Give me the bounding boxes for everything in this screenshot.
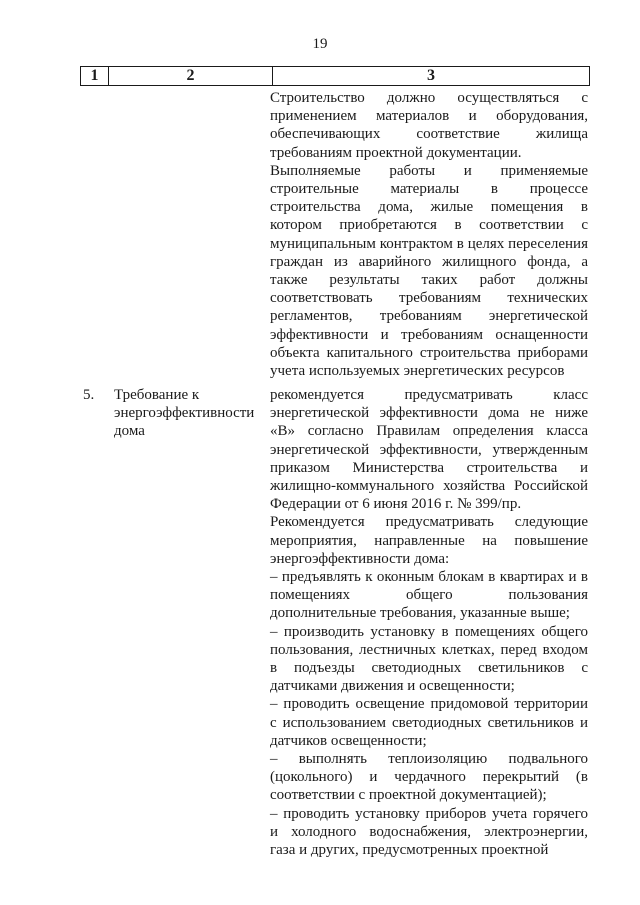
row-5-name: Требование к энергоэффективности дома	[114, 387, 255, 440]
column-header-3: 3	[273, 67, 590, 86]
column-header-1: 1	[81, 67, 109, 86]
row-5-description	[270, 386, 588, 859]
paragraph: – выполнять теплоизоляцию подвального (цокольного) и чердачного перекрытий (в соответствии с проектной документацией);	[270, 751, 588, 804]
paragraph: Строительство должно осуществляться с применением материалов и оборудования, обеспечивающих соответствие жилища требованиям проектной документации.	[270, 90, 588, 161]
paragraph: – производить установку в помещениях общего пользования, лестничных клетках, перед входом в подъезды светодиодных светильников с датчиками движения и освещенности;	[270, 623, 588, 695]
table-header	[80, 66, 590, 86]
paragraph: – проводить установку приборов учета горячего и холодного водоснабжения, электроэнергии, газа и других, предусмотренных проектной	[270, 805, 588, 859]
paragraph: Выполняемые работы и применяемые строительные материалы в процессе строительства дома, жилые помещения в котором приобретаются в соответствии с муниципальным контрактом в целях переселения граждан из аварийного жилищного фонда, а также результаты таких работ должны соответствовать требованиям технических регламентов, требованиям энергетической эффективности и требованиям оснащенности объекта капитального строительства приборами учета используемых энергетических ресурсов	[270, 162, 588, 380]
paragraph: – предъявлять к оконным блокам в квартирах и в помещениях общего пользования дополнительные требования, указанные выше;	[270, 569, 588, 622]
paragraph: рекомендуется предусматривать класс энергетической эффективности дома не ниже «В» согласно Правилам определения класса энергетической эффективности, утвержденным приказом Министерства строительства и жилищно-коммунального хозяйства Российской Федерации от 6 июня 2016 г. № 399/пр.	[270, 387, 588, 513]
row-top-description	[270, 89, 588, 380]
page-number: 19	[312, 36, 328, 52]
paragraph: Рекомендуется предусматривать следующие мероприятия, направленные на повышение энергоэффективности дома:	[270, 514, 588, 567]
column-header-2: 2	[109, 67, 273, 86]
paragraph: – проводить освещение придомовой территории с использованием светодиодных светильников и датчиков освещенности;	[270, 696, 588, 749]
row-5-number: 5.	[83, 387, 95, 403]
